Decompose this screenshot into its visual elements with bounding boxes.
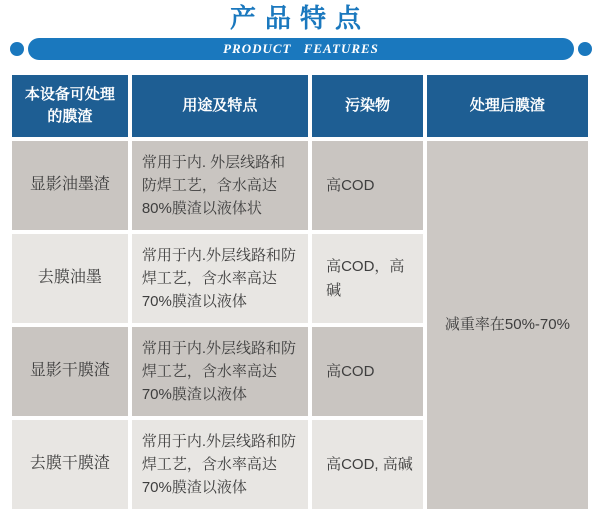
usage-cell: 常用于内.外层线路和防焊工艺，含水率高达70%膜渣以液体 (132, 234, 308, 323)
table-header-row (12, 75, 588, 137)
pollutant-cell: 高COD, 高碱 (312, 420, 423, 509)
pollutant-cell: 高COD (312, 327, 423, 416)
banner-pill (28, 38, 574, 60)
column-header-usage: 用途及特点 (132, 75, 308, 137)
features-table-container (0, 62, 600, 513)
table-row (12, 141, 588, 230)
residue-cell: 显影油墨渣 (12, 141, 128, 230)
usage-cell: 常用于内.外层线路和防焊工艺，含水率高达70%膜渣以液体 (132, 327, 308, 416)
banner-subtitle: PRODUCT FEATURES (223, 41, 379, 56)
banner-dot-left (10, 42, 24, 56)
column-header-pollutant: 污染物 (312, 75, 423, 137)
residue-cell: 去膜油墨 (12, 234, 128, 323)
column-header-result: 处理后膜渣 (427, 75, 588, 137)
banner-dot-right (578, 42, 592, 56)
features-table (8, 71, 592, 513)
page-title: 产品特点 (229, 3, 370, 33)
residue-cell: 去膜干膜渣 (12, 420, 128, 509)
merged-result-cell: 减重率在50%-70% (427, 141, 588, 509)
residue-cell: 显影干膜渣 (12, 327, 128, 416)
page-header (0, 0, 600, 62)
banner (0, 38, 600, 62)
usage-cell: 常用于内.外层线路和防焊工艺，含水率高达70%膜渣以液体 (132, 420, 308, 509)
pollutant-cell: 高COD，高碱 (312, 234, 423, 323)
pollutant-cell: 高COD (312, 141, 423, 230)
usage-cell: 常用于内. 外层线路和防焊工艺，含水高达80%膜渣以液体状 (132, 141, 308, 230)
column-header-residue: 本设备可处理的膜渣 (12, 75, 128, 137)
